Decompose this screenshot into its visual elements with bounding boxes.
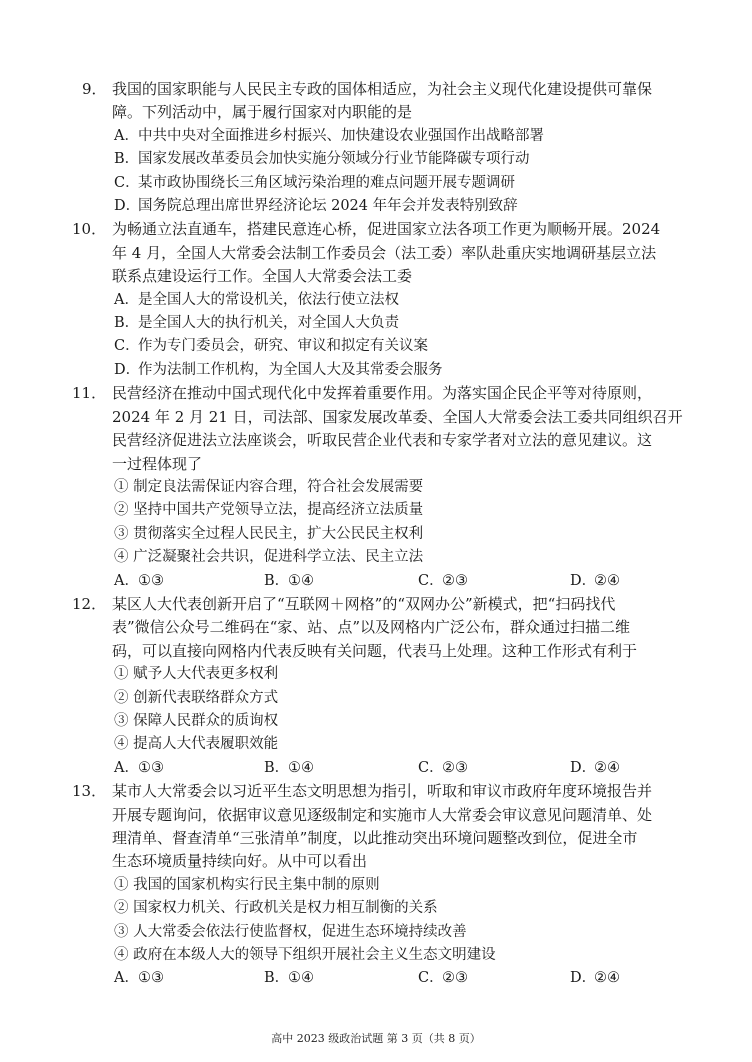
question-13 — [72, 780, 682, 991]
question-stem — [112, 78, 682, 125]
statement-2: ② 坚持中国共产党领导立法，提高经济立法质量 — [114, 502, 424, 519]
question-number: 9． — [82, 80, 107, 98]
question-stem — [112, 593, 682, 663]
choice-d: D．国务院总理出席世界经济论坛 2024 年年会并发表特别致辞 — [114, 198, 518, 215]
stem-line: 为畅通立法直通车，搭建民意连心桥，促进国家立法各项工作更为顺畅开展。2024 — [112, 220, 661, 239]
stem-line: 某区人大代表创新开启了“互联网＋网格”的“双网办公”新模式，把“扫码找代 — [112, 594, 616, 613]
option-d: D．②④ — [570, 970, 620, 987]
stem-line: 我国的国家职能与人民民主专政的国体相适应，为社会主义现代化建设提供可靠保 — [112, 80, 653, 98]
choice-c: C．作为专门委员会，研究、审议和拟定有关议案 — [114, 338, 428, 355]
stem-line: 理清单、督查清单“三张清单”制度，以此推动突出环境问题整改到位，促进全市 — [112, 828, 638, 847]
stem-line: 年 4 月，全国人大常委会法制工作委员会（法工委）率队赴重庆实地调研基层立法 — [112, 243, 657, 262]
question-number: 12． — [72, 594, 107, 613]
stem-line: 码，可以直接向网格内代表反映有关问题，代表马上处理。这种工作形式有利于 — [112, 641, 638, 660]
option-a: A．①③ — [114, 970, 164, 987]
question-stem — [112, 218, 682, 288]
page-footer: 高中 2023 级政治试题 第 3 页（共 8 页） — [271, 1032, 481, 1045]
choice-c: C．某市政协围绕长三角区域污染治理的难点问题开展专题调研 — [114, 174, 515, 191]
option-b: B．①④ — [264, 572, 314, 589]
option-b: B．①④ — [264, 759, 314, 776]
choice-b: B．国家发展改革委员会加快实施分领域分行业节能降碳专项行动 — [114, 151, 530, 168]
statement-3: ③ 人大常委会依法行使监督权，促进生态环境持续改善 — [114, 923, 467, 940]
stem-line: 生态环境质量持续向好。从中可以看出 — [112, 852, 368, 871]
choice-a: A．中共中央对全面推进乡村振兴、加快建设农业强国作出战略部署 — [114, 127, 544, 144]
stem-line: 障。下列活动中，属于履行国家对内职能的是 — [112, 103, 413, 122]
question-stem — [112, 780, 682, 874]
option-a: A．①③ — [114, 759, 164, 776]
question-10 — [72, 218, 682, 382]
question-9 — [82, 78, 682, 218]
statement-2: ② 创新代表联络群众方式 — [114, 689, 279, 706]
question-12 — [72, 593, 682, 780]
stem-line: 2024 年 2 月 21 日，司法部、国家发展改革委、全国人大常委会法工委共同组织召开 — [112, 407, 683, 426]
statement-1: ① 我国的国家机构实行民主集中制的原则 — [114, 876, 380, 893]
question-11 — [72, 382, 683, 593]
answer-options — [112, 967, 682, 990]
statement-4: ④ 政府在本级人大的领导下组织开展社会主义生态文明建设 — [114, 947, 496, 963]
question-number: 13． — [72, 782, 107, 801]
stem-line: 一过程体现了 — [112, 454, 203, 473]
question-number: 10． — [72, 220, 107, 239]
question-list — [72, 78, 683, 991]
choice-d: D．作为法制工作机构，为全国人大及其常委会服务 — [114, 361, 443, 378]
answer-options — [112, 570, 682, 593]
statement-2: ② 国家权力机关、行政机关是权力相互制衡的关系 — [114, 900, 438, 917]
option-c: C．②③ — [418, 572, 468, 589]
choice-b: B．是全国人大的执行机关，对全国人大负责 — [114, 315, 399, 332]
statement-4: ④ 广泛凝聚社会共识，促进科学立法、民主立法 — [114, 549, 424, 566]
statement-3: ③ 保障人民群众的质询权 — [114, 712, 279, 729]
statement-4: ④ 提高人大代表履职效能 — [114, 736, 279, 753]
question-number: 11． — [72, 384, 107, 403]
option-a: A．①③ — [114, 572, 164, 589]
statement-1: ① 制定良法需保证内容合理，符合社会发展需要 — [114, 478, 424, 495]
stem-line: 民营经济促进法立法座谈会，听取民营企业代表和专家学者对立法的意见建议。这 — [112, 431, 653, 450]
option-c: C．②③ — [418, 759, 468, 776]
option-d: D．②④ — [570, 572, 620, 589]
option-b: B．①④ — [264, 970, 314, 987]
answer-options — [112, 757, 682, 780]
stem-line: 民营经济在推动中国式现代化中发挥着重要作用。为落实国企民企平等对待原则， — [112, 384, 653, 403]
option-d: D．②④ — [570, 759, 620, 776]
option-c: C．②③ — [418, 970, 468, 987]
choice-a: A．是全国人大的常设机关，依法行使立法权 — [114, 291, 399, 308]
statement-1: ① 赋予人大代表更多权利 — [114, 666, 279, 683]
statement-3: ③ 贯彻落实全过程人民民主，扩大公民民主权利 — [114, 525, 424, 542]
stem-line: 联系点建设运行工作。全国人大常委会法工委 — [112, 267, 413, 286]
question-stem — [112, 382, 682, 476]
stem-line: 某市人大常委会以习近平生态文明思想为指引，听取和审议市政府年度环境报告并 — [112, 782, 653, 801]
stem-line: 开展专题询问，依据审议意见逐级制定和实施市人大常委会审议意见问题清单、处 — [112, 805, 653, 824]
stem-line: 表”微信公众号二维码在“家、站、点”以及网格内广泛公布，群众通过扫描二维 — [112, 618, 631, 637]
